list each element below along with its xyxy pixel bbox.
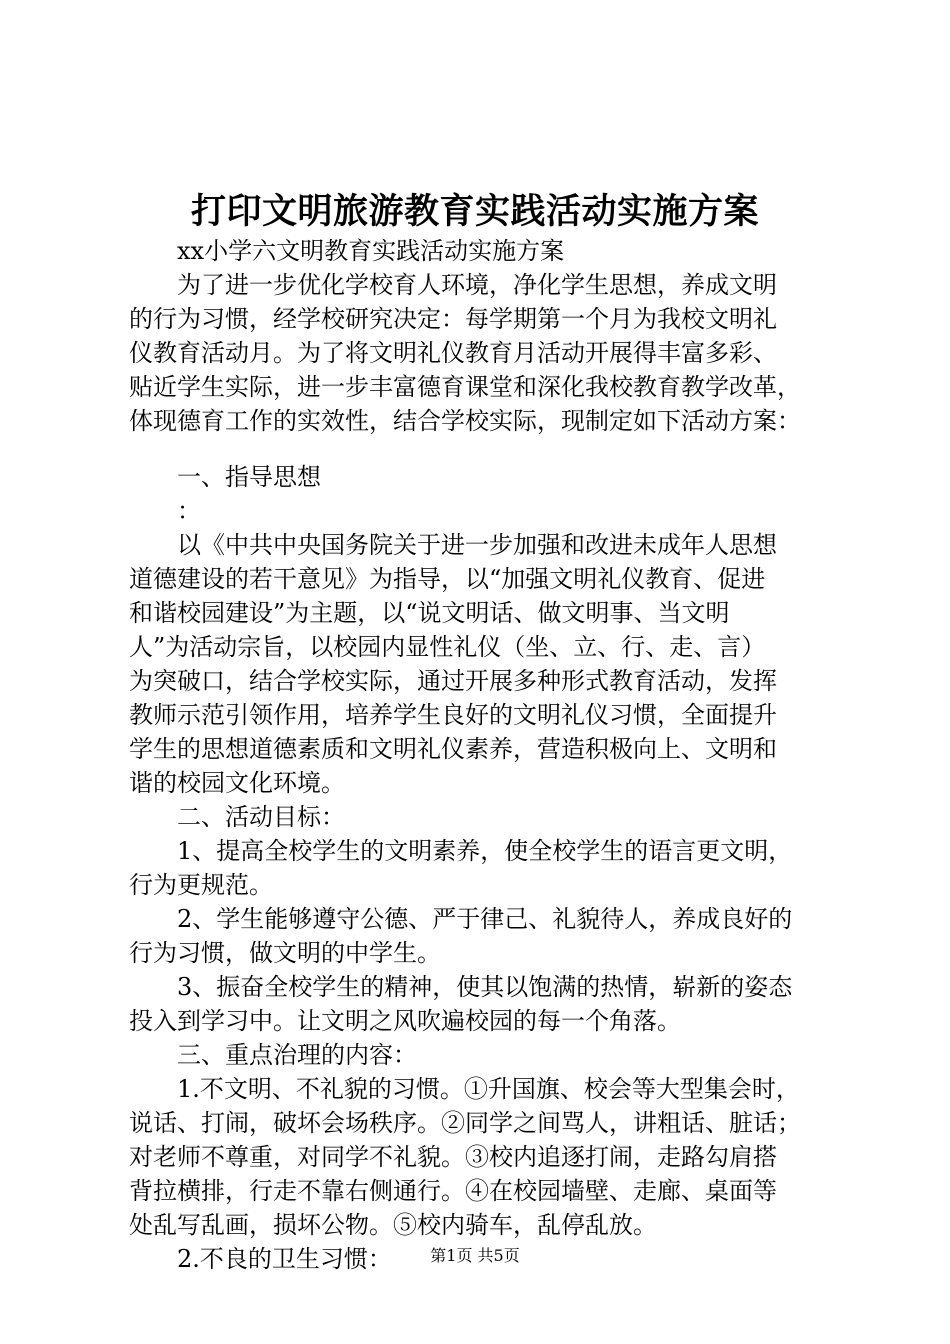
paragraph-line: 说话、打闹，破坏会场秩序。②同学之间骂人，讲粗话、脏话；	[129, 1109, 801, 1137]
subtitle-line: xx小学六文明教育实践活动实施方案	[177, 237, 565, 265]
page-number-footer: 第1页 共5页	[430, 1246, 520, 1265]
paragraph-line: 行为习惯，做文明的中学生。	[129, 939, 441, 967]
paragraph-line: 处乱写乱画，损坏公物。⑤校内骑车，乱停乱放。	[129, 1211, 657, 1239]
paragraph-line: 教师示范引领作用，培养学生良好的文明礼仪习惯，全面提升	[129, 701, 777, 729]
paragraph-line: 的行为习惯，经学校研究决定：每学期第一个月为我校文明礼	[129, 305, 777, 333]
paragraph-line: 贴近学生实际，进一步丰富德育课堂和深化我校教育教学改革，	[129, 373, 801, 401]
paragraph-line: 为了进一步优化学校育人环境，净化学生思想，养成文明	[177, 271, 777, 299]
document-body	[129, 234, 833, 1276]
paragraph-line: 1.不文明、不礼貌的习惯。①升国旗、校会等大型集会时，	[177, 1075, 800, 1103]
paragraph-line: 学生的思想道德素质和文明礼仪素养，营造积极向上、文明和	[129, 735, 777, 763]
paragraph-line: 投入到学习中。让文明之风吹遍校园的每一个角落。	[129, 1007, 681, 1035]
paragraph-line: 人”为活动宗旨，以校园内显性礼仪（坐、立、行、走、言）	[129, 633, 766, 661]
section-heading: 三、重点治理的内容：	[177, 1041, 417, 1069]
paragraph-line: 背拉横排，行走不靠右侧通行。④在校园墙壁、走廊、桌面等	[129, 1177, 777, 1205]
section-heading: 二、活动目标：	[177, 803, 345, 831]
paragraph-line: 2.不良的卫生习惯：	[177, 1245, 392, 1273]
paragraph-line: 1、提高全校学生的文明素养，使全校学生的语言更文明，	[177, 837, 793, 865]
paragraph-gap	[129, 438, 833, 460]
section-heading: 一、指导思想	[177, 463, 321, 491]
paragraph-line: 谐的校园文化环境。	[129, 769, 345, 797]
paragraph-line: ：	[177, 497, 201, 525]
paragraph-line: 以《中共中央国务院关于进一步加强和改进未成年人思想	[177, 531, 777, 559]
paragraph-line: 2、学生能够遵守公德、严于律己、礼貌待人，养成良好的	[177, 905, 793, 933]
paragraph-line: 体现德育工作的实效性，结合学校实际，现制定如下活动方案：	[129, 407, 801, 435]
paragraph-line: 行为更规范。	[129, 871, 273, 899]
document-title: 打印文明旅游教育实践活动实施方案	[190, 191, 759, 232]
paragraph-line: 道德建设的若干意见》为指导，以“加强文明礼仪教育、促进	[129, 565, 766, 593]
paragraph-line: 仪教育活动月。为了将文明礼仪教育月活动开展得丰富多彩、	[129, 339, 777, 367]
paragraph-line: 和谐校园建设”为主题，以“说文明话、做文明事、当文明	[129, 599, 730, 627]
paragraph-line: 为突破口，结合学校实际，通过开展多种形式教育活动，发挥	[129, 667, 777, 695]
paragraph-line: 对老师不尊重，对同学不礼貌。③校内追逐打闹，走路勾肩搭	[129, 1143, 777, 1171]
paragraph-line: 3、振奋全校学生的精神，使其以饱满的热情，崭新的姿态	[177, 973, 793, 1001]
